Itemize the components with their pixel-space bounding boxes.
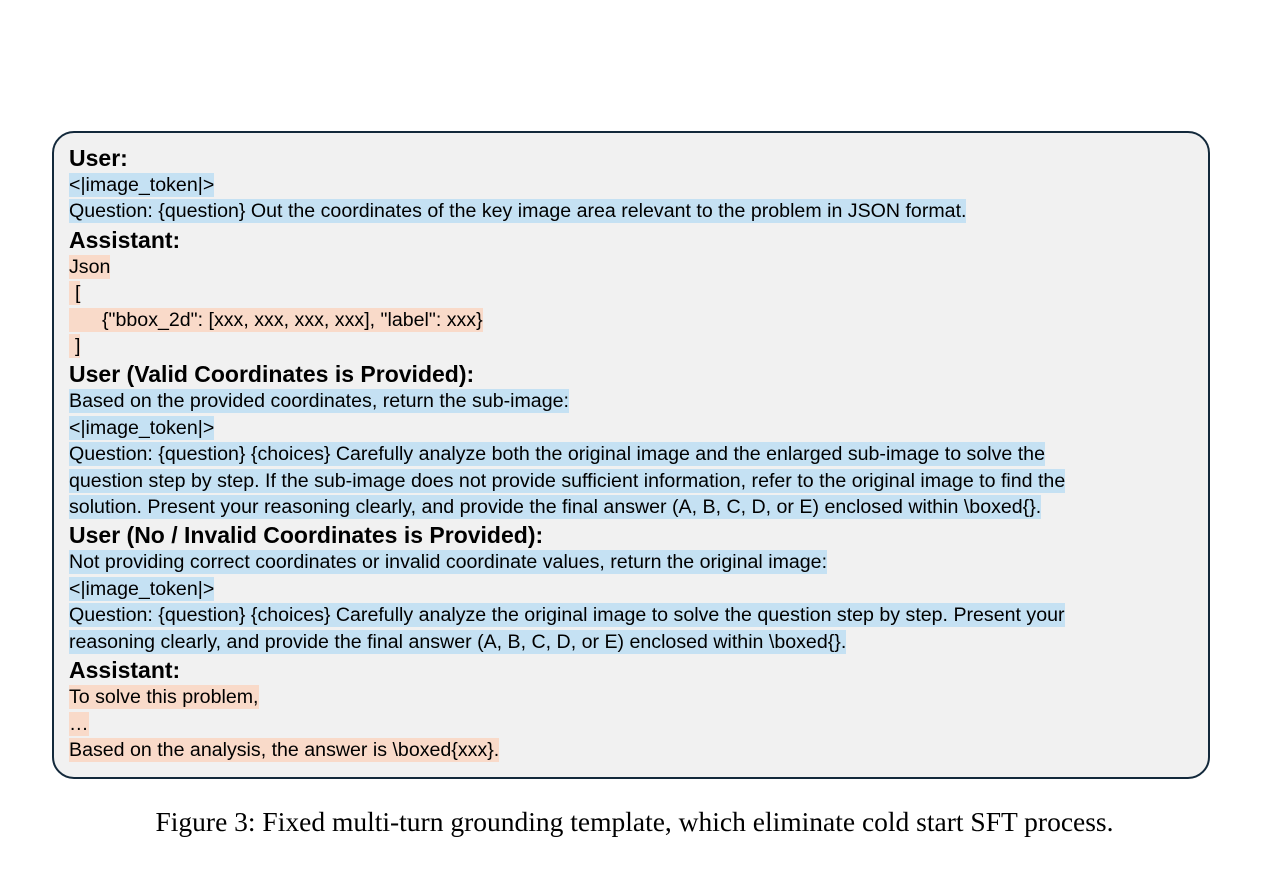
question-line: question step by step. If the sub-image does not provide sufficient information, refer to the original image to find the (69, 469, 1066, 492)
turn-assistant-json (69, 225, 1196, 360)
template-box (52, 131, 1210, 779)
answer-line: Based on the analysis, the answer is \boxed{xxx}. (69, 738, 500, 761)
instruction-line: Not providing correct coordinates or invalid coordinate values, return the original image: (69, 551, 828, 574)
question-line: Question: {question} {choices} Carefully analyze both the original image and the enlarged sub-image to solve the (69, 443, 1045, 466)
turn-user-initial (69, 143, 1196, 225)
role-heading: User (No / Invalid Coordinates is Provided): (69, 522, 544, 549)
turn-user-invalid-coordinates (69, 520, 1196, 655)
json-bbox-item: {"bbox_2d": [xxx, xxx, xxx, xxx], "label": xxx} (69, 308, 483, 332)
instruction-line: Based on the provided coordinates, return the sub-image: (69, 390, 569, 413)
json-close-bracket: ] (69, 334, 80, 358)
image-token-line: <|image_token|> (69, 416, 215, 439)
question-line: Question: {question} {choices} Carefully analyze the original image to solve the question step by step. Present your (69, 604, 1065, 627)
json-open-bracket: [ (69, 281, 80, 305)
role-heading: Assistant: (69, 657, 181, 684)
role-heading: Assistant: (69, 226, 181, 253)
role-heading: User (Valid Coordinates is Provided): (69, 361, 475, 388)
turn-assistant-answer (69, 655, 1196, 763)
ellipsis-line: … (69, 712, 89, 735)
json-label-line: Json (69, 255, 111, 278)
image-token-line: <|image_token|> (69, 174, 215, 196)
turn-user-valid-coordinates (69, 359, 1196, 520)
question-line: reasoning clearly, and provide the final answer (A, B, C, D, or E) enclosed within \boxed{}. (69, 630, 847, 653)
question-line: Question: {question} Out the coordinates of the key image area relevant to the problem in JSON format. (69, 200, 967, 223)
answer-line: To solve this problem, (69, 686, 259, 709)
figure-caption: Figure 3: Fixed multi-turn grounding template, which eliminate cold start SFT process. (155, 806, 1114, 837)
role-heading: User: (69, 145, 128, 171)
question-line: solution. Present your reasoning clearly, and provide the final answer (A, B, C, D, or E) enclosed within \boxed{}. (69, 496, 1042, 519)
image-token-line: <|image_token|> (69, 577, 215, 600)
